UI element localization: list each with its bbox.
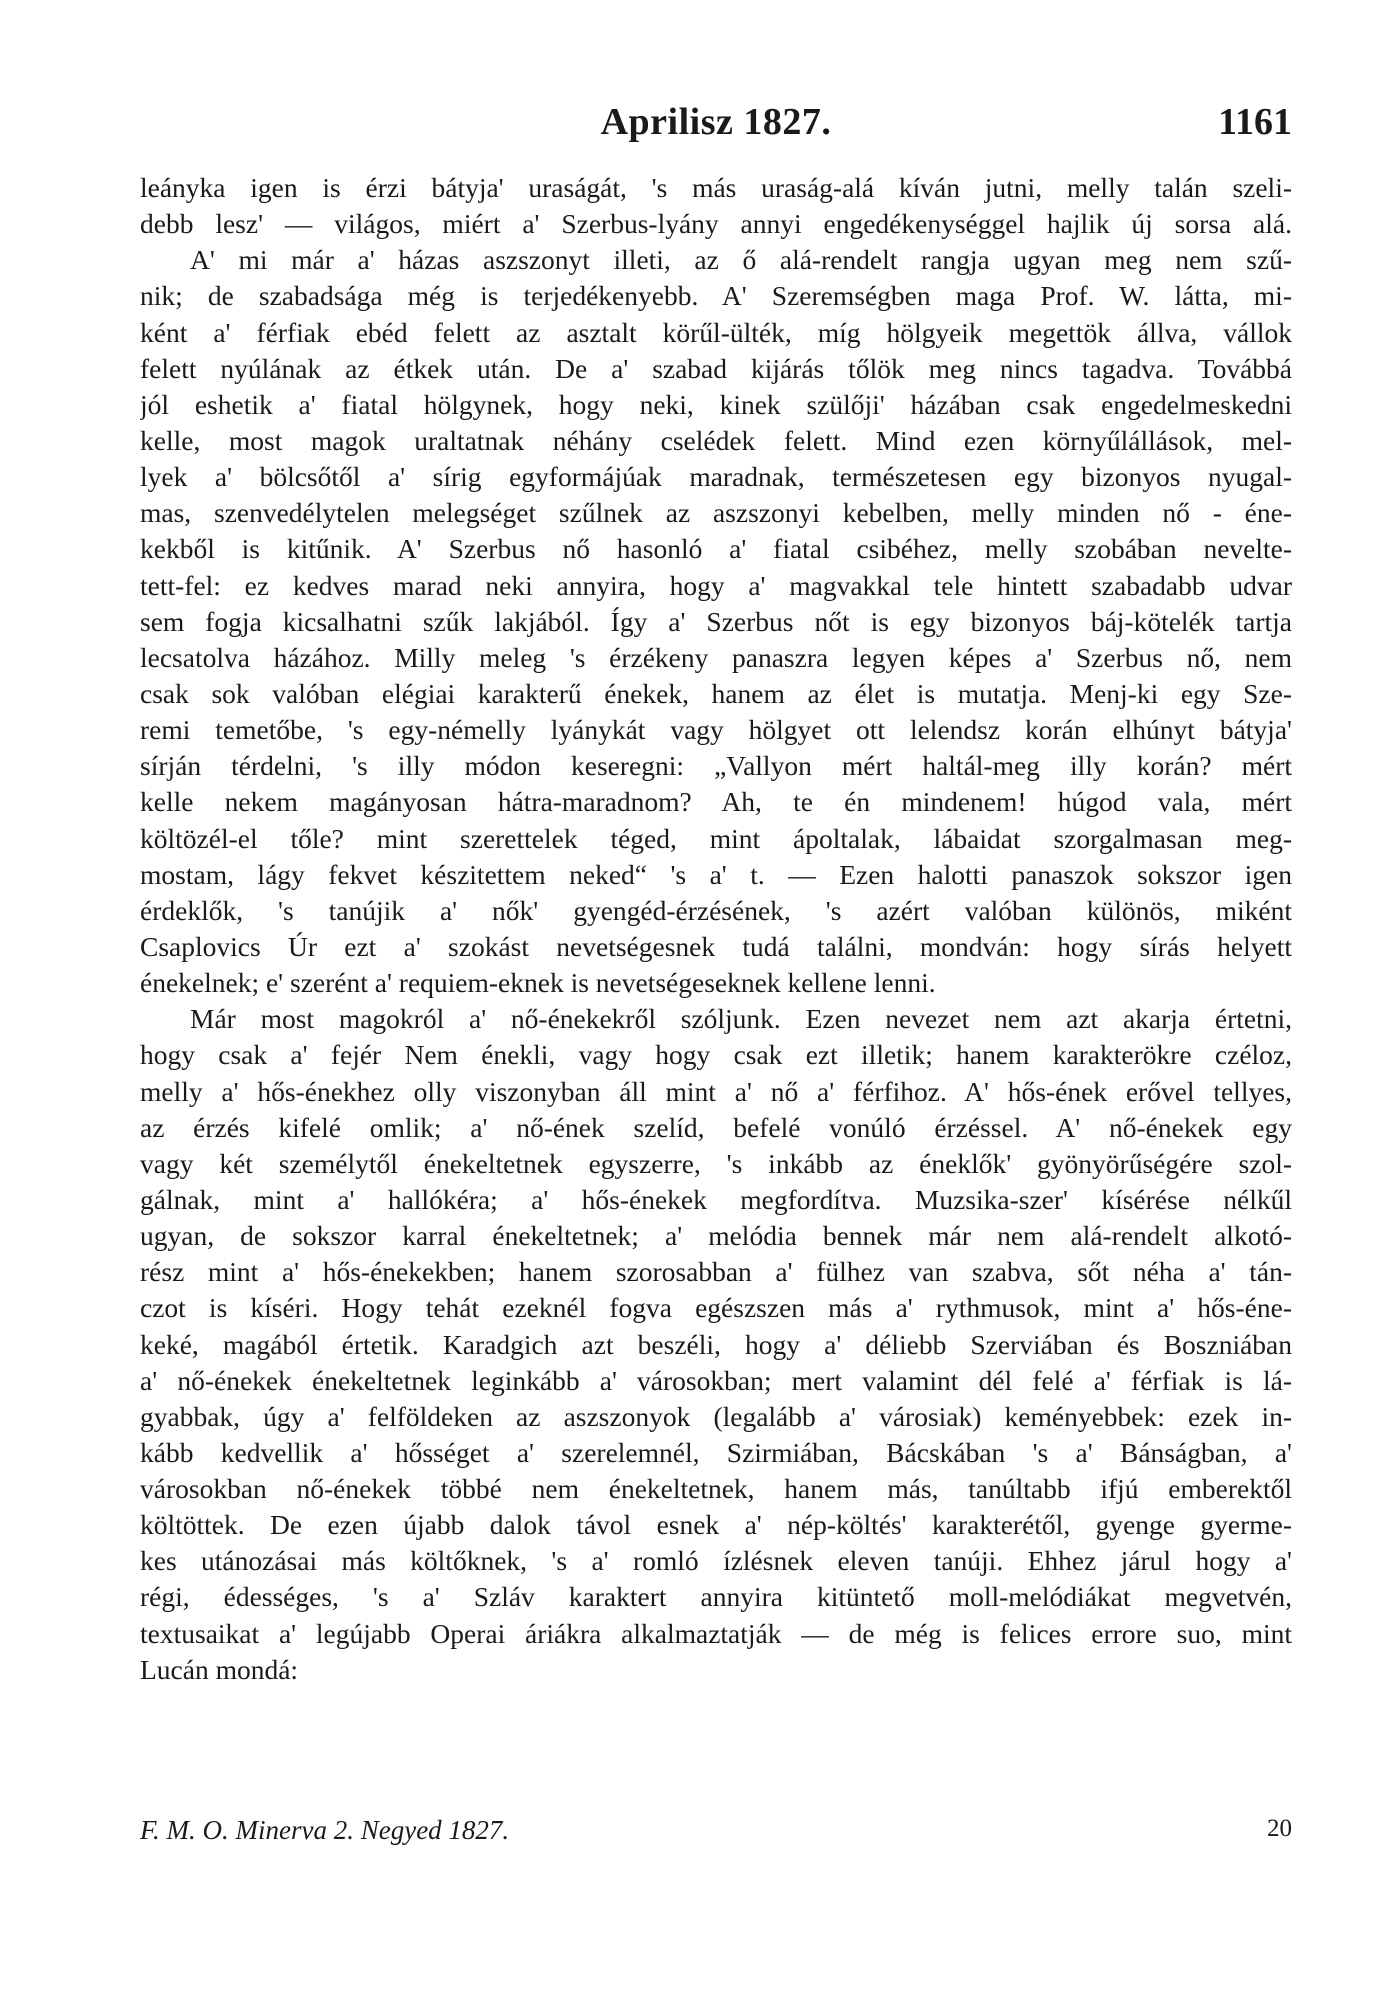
text-line: kelle nekem magányosan hátra-maradnom? Ah, te én mindenem! húgod vala, mért <box>140 786 1292 818</box>
text-line: jól eshetik a' fiatal hölgynek, hogy neki, kinek szülőji' házában csak engedelmeskedni <box>140 388 1292 420</box>
signature-mark: 20 <box>1267 1815 1292 1842</box>
text-line: kább kedvellik a' hősséget a' szerelemnél, Szirmiában, Bácskában 's a' Bánságban, a' <box>140 1436 1292 1468</box>
page-header <box>140 100 1292 150</box>
text-line: rész mint a' hős-énekekben; hanem szorosabban a' fülhez van szabva, sőt néha a' tán- <box>140 1256 1292 1288</box>
text-line: lyek a' bölcsőtől a' sírig egyformájúak maradnak, természetesen egy bizonyos nyugal- <box>140 461 1292 493</box>
text-line: leányka igen is érzi bátyja' uraságát, 's más uraság-alá kíván jutni, melly talán szeli- <box>140 172 1292 203</box>
text-line: czot is kíséri. Hogy tehát ezeknél fogva egészszen más a' rythmusok, mint a' hős-éne- <box>140 1292 1292 1324</box>
text-line: textusaikat a' legújabb Operai áriákra alkalmaztatják — de még is felices errore suo, mint <box>140 1617 1292 1649</box>
text-line: Lucán mondá: <box>140 1653 299 1685</box>
page-number: 1161 <box>1218 101 1292 143</box>
running-head-title: Aprilisz 1827. <box>600 101 832 143</box>
text-line: költöttek. De ezen újabb dalok távol esnek a' nép-költés' karakterétől, gyenge gyerme- <box>140 1509 1292 1541</box>
text-line: a' nő-énekek énekeltetnek leginkább a' városokban; mert valamint dél felé a' férfiak is lá- <box>140 1364 1292 1396</box>
text-line: énekelnek; e' szerént a' requiem-eknek is nevetségeseknek kellene lenni. <box>140 967 936 999</box>
text-line: érdeklők, 's tanújik a' nők' gyengéd-érzésének, 's azért valóban különös, miként <box>140 894 1292 926</box>
footer-source-line: F. M. O. Minerva 2. Negyed 1827. <box>140 1815 510 1845</box>
text-line: vagy két személytől énekeltetnek egyszerre, 's inkább az éneklők' gyönyörűségére szol- <box>140 1147 1292 1179</box>
text-line: költözél-el tőle? mint szerettelek téged, mint ápoltalak, lábaidat szorgalmasan meg- <box>140 822 1292 854</box>
text-line: régi, édességes, 's a' Szláv karaktert annyira kitüntető moll-melódiákat megvetvén, <box>140 1581 1292 1613</box>
text-line: melly a' hős-énekhez olly viszonyban áll mint a' nő a' férfihoz. A' hős-ének erővel tellyes, <box>140 1075 1292 1107</box>
text-line: ként a' férfiak ebéd felett az asztalt körűl-ülték, míg hölgyeik megettök állva, vállok <box>140 316 1292 348</box>
text-line: gyabbak, úgy a' felföldeken az aszszonyok (legalább a' városiak) keményebbek: ezek in- <box>140 1400 1292 1432</box>
text-line: lecsatolva házához. Milly meleg 's érzékeny panaszra legyen képes a' Szerbus nő, nem <box>140 641 1292 673</box>
text-line: ugyan, de sokszor karral énekeltetnek; a' melódia bennek már nem alá-rendelt alkotó- <box>140 1220 1292 1252</box>
text-line: gálnak, mint a' hallókéra; a' hős-énekek megfordítva. Muzsika-szer' kísérése nélkűl <box>140 1183 1292 1215</box>
page-footer <box>140 1815 1292 1895</box>
text-line: A' mi már a' házas aszszonyt illeti, az ő alá-rendelt rangja ugyan meg nem szű- <box>190 244 1292 276</box>
text-line: mostam, lágy fekvet készitettem neked“ 's a' t. — Ezen halotti panaszok sokszor igen <box>140 858 1292 890</box>
text-line: kes utánozásai más költőknek, 's a' romló ízlésnek eleven tanúji. Ehhez járul hogy a' <box>140 1545 1292 1577</box>
text-line: debb lesz' — világos, miért a' Szerbus-lyány annyi engedékenységgel hajlik új sorsa alá. <box>140 208 1292 240</box>
text-line: kekből is kitűnik. A' Szerbus nő hasonló a' fiatal csibéhez, melly szobában nevelte- <box>140 533 1292 565</box>
text-line: sem fogja kicsalhatni szűk lakjából. Így a' Szerbus nőt is egy bizonyos báj-kötelék tartja <box>140 605 1292 637</box>
text-line: hogy csak a' fejér Nem énekli, vagy hogy csak ezt illetik; hanem karakterökre czéloz, <box>140 1039 1292 1071</box>
text-line: felett nyúlának az étkek után. De a' szabad kijárás tőlök meg nincs tagadva. Továbbá <box>140 352 1292 384</box>
text-line: kelle, most magok uraltatnak néhány cselédek felett. Mind ezen környűlállások, mel- <box>140 424 1292 456</box>
text-line: keké, magából értetik. Karadgich azt beszéli, hogy a' déliebb Szerviában és Boszniában <box>140 1328 1292 1360</box>
body-text <box>140 170 1292 1688</box>
text-line: tett-fel: ez kedves marad neki annyira, hogy a' magvakkal tele hintett szabadabb udvar <box>140 569 1292 601</box>
text-line: városokban nő-énekek többé nem énekeltetnek, hanem más, tanúltabb ifjú emberektől <box>140 1473 1292 1505</box>
text-line: csak sok valóban elégiai karakterű énekek, hanem az élet is mutatja. Menj-ki egy Sze- <box>140 677 1292 709</box>
text-line: az érzés kifelé omlik; a' nő-ének szelíd, befelé vonúló érzéssel. A' nő-énekek egy <box>140 1111 1292 1143</box>
text-line: sírján térdelni, 's illy módon keseregni: „Vallyon mért haltál-meg illy korán? mért <box>140 750 1292 782</box>
text-line: Csaplovics Úr ezt a' szokást nevetségesnek tudá találni, mondván: hogy sírás helyett <box>140 930 1292 962</box>
text-line: remi temetőbe, 's egy-némelly lyánykát vagy hölgyet ott lelendsz korán elhúnyt bátyja' <box>140 714 1292 746</box>
text-line: mas, szenvedélytelen melegséget szűlnek az aszszonyi kebelben, melly minden nő - éne- <box>140 497 1292 529</box>
text-line: nik; de szabadsága még is terjedékenyebb. A' Szeremségben maga Prof. W. látta, mi- <box>140 280 1292 312</box>
text-line: Már most magokról a' nő-énekekről szóljunk. Ezen nevezet nem azt akarja értetni, <box>190 1003 1292 1035</box>
